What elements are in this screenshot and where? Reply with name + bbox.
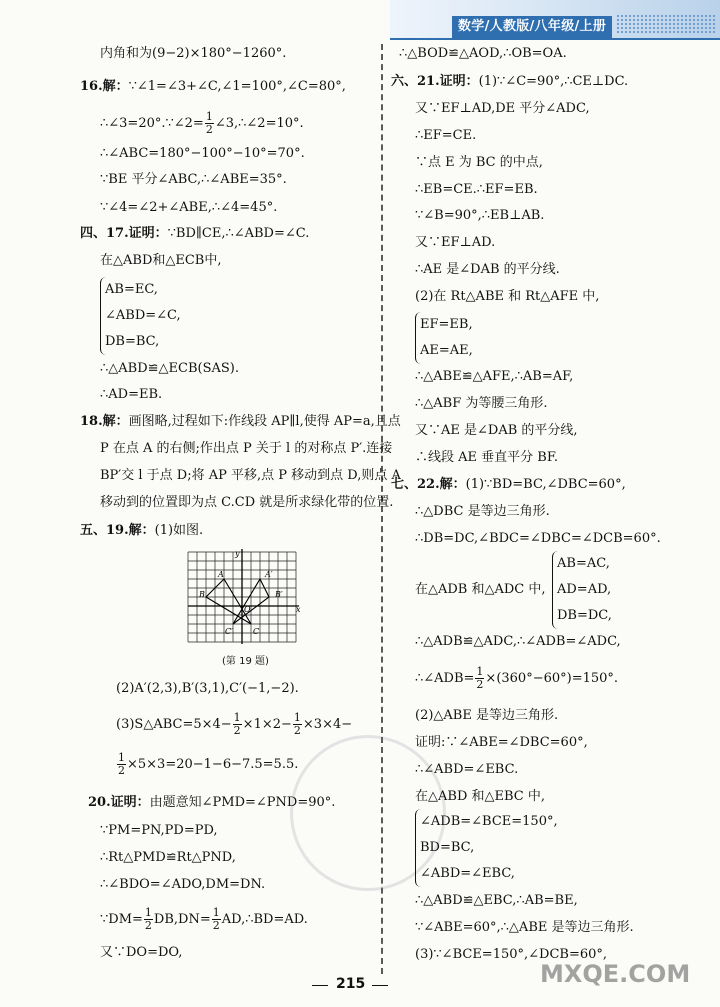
numerator: 1: [205, 110, 213, 123]
label-y: y: [235, 549, 240, 558]
text-line: 由题意知∠PMD=∠PND=90°.: [149, 795, 336, 810]
text-segment: DB,DN=: [153, 912, 211, 927]
figure-caption: (第 19 题): [222, 656, 269, 667]
denominator: 2: [476, 678, 484, 691]
text-line: ∴△ABD≌△EBC,∴AB=BE,: [415, 893, 578, 908]
header-rule: [390, 38, 720, 40]
brace-row: AE=AE,: [420, 343, 473, 358]
text-segment: ×1×2−: [242, 717, 292, 732]
text-line: ∴DB=DC,∠BDC=∠DBC=∠DCB=60°.: [415, 531, 661, 546]
brace-row: BD=BC,: [420, 840, 475, 855]
brace-system: [100, 277, 181, 355]
problem-number: 六、21.证明：: [391, 74, 479, 89]
denominator: 2: [233, 724, 241, 737]
brace-system: [552, 551, 612, 629]
text-segment: ∵DM=: [100, 912, 143, 927]
text-line: ∴线段 AE 垂直平分 BF.: [415, 450, 558, 465]
text-line: (2)△ABE 是等边三角形.: [415, 708, 559, 723]
text-line: ∵点 E 为 BC 的中点,: [415, 155, 543, 170]
text-line: (3)∵∠BCE=150°,∠DCB=60°,: [415, 947, 608, 962]
text-segment: AD,∴BD=AD.: [221, 912, 308, 927]
brace-row: AD=AD,: [557, 582, 612, 597]
label-a-prime: A′: [265, 570, 273, 579]
numerator: 1: [118, 751, 125, 764]
brace-row: AB=AC,: [557, 556, 610, 571]
text-line: ∵BD∥CE,∴∠ABD=∠C.: [167, 226, 310, 241]
label-c-prime: C′: [225, 627, 233, 636]
problem-22: [391, 477, 626, 493]
text-line: 在△ABD和△ECB中,: [100, 253, 222, 268]
fraction-line: [116, 752, 298, 777]
text-line: ∴EB=CE.∴EF=EB.: [415, 182, 538, 197]
problem-20: [88, 795, 335, 811]
label-a: A: [218, 570, 224, 579]
text-segment: ∴∠ADB=: [415, 671, 475, 686]
fraction-half: [293, 712, 302, 737]
text-segment: ∴∠3=20°.∵∠2=: [100, 116, 204, 131]
problem-17: [80, 226, 309, 242]
fraction-line: [415, 666, 618, 691]
header-dot-pattern: [616, 14, 716, 34]
text-line: ∴△ABD≌△ECB(SAS).: [100, 361, 239, 376]
fraction-line: [116, 712, 352, 737]
text-line: ∴EF=CE.: [415, 128, 477, 143]
text-line: (1)∵BD=BC,∠DBC=60°,: [465, 477, 626, 492]
brace-row: EF=EB,: [420, 317, 473, 332]
text-line: ∴△ABE≌△AFE,∴AB=AF,: [415, 369, 574, 384]
label-c: C: [253, 627, 260, 636]
page-number-dash: [372, 985, 388, 986]
text-line: P 在点 A 的右侧;作出点 P 关于 l 的对称点 P′.连接: [100, 441, 393, 456]
text-line: ∴△BOD≌△AOD,∴OB=OA.: [399, 46, 567, 61]
denominator: 2: [118, 764, 125, 777]
brace-row: ∠ABD=∠C,: [105, 308, 181, 323]
triangle-abc: [206, 579, 251, 624]
text-line: 在△ABD 和△EBC 中,: [415, 789, 545, 804]
label-b-prime: B′: [275, 590, 283, 599]
numerator: 1: [212, 906, 220, 919]
brace-system: [415, 312, 473, 364]
fraction-half: [144, 907, 153, 932]
text-line: ∴AD=EB.: [100, 387, 163, 402]
problem-16: [80, 79, 346, 95]
fraction-line: [100, 907, 308, 932]
fraction-half: [205, 111, 214, 136]
text-line: 证明:∵∠ABE=∠DBC=60°,: [415, 735, 588, 750]
problem-number: 20.证明：: [88, 795, 150, 810]
text-line: (2)在 Rt△ABE 和 Rt△AFE 中,: [415, 289, 600, 304]
text-line: BP′交 l 于点 D;将 AP 平移,点 P 移动到点 D,则点 A: [100, 468, 401, 483]
problem-21: [391, 74, 628, 90]
brace-row: DB=BC,: [105, 334, 160, 349]
brace-row: DB=DC,: [557, 608, 612, 623]
text-line: ∵∠B=90°,∴EB⊥AB.: [415, 208, 545, 223]
text-line: ∴△DBC 是等边三角形.: [415, 504, 550, 519]
coordinate-grid-figure: [183, 548, 303, 648]
denominator: 2: [212, 919, 220, 932]
numerator: 1: [476, 665, 484, 678]
fraction-half: [233, 712, 242, 737]
text-line: (2)A′(2,3),B′(3,1),C′(−1,−2).: [116, 681, 299, 696]
text-line: 又∵AE 是∠DAB 的平分线,: [415, 423, 578, 438]
watermark: MXQE.COM: [540, 960, 691, 988]
text-line: 画图略,过程如下:作线段 AP∥l,使得 AP=a,且点: [128, 414, 401, 429]
text-segment: (3)S△ABC=5×4−: [116, 717, 232, 732]
numerator: 1: [144, 906, 152, 919]
text-line: ∴△ADB≌△ADC,∴∠ADB=∠ADC,: [415, 634, 621, 649]
text-line: ∵∠ABE=60°,∴△ABE 是等边三角形.: [415, 920, 634, 935]
text-line: 又∵EF⊥AD,DE 平分∠ADC,: [415, 101, 590, 116]
triangles: [206, 579, 269, 624]
text-line: ∵∠4=∠2+∠ABE,∴∠4=45°.: [100, 200, 278, 215]
denominator: 2: [205, 123, 213, 136]
problem-number: 五、19.解：: [80, 523, 155, 538]
denominator: 2: [293, 724, 301, 737]
header-title: 数学/人教版/八年级/上册: [452, 16, 612, 38]
numerator: 1: [233, 711, 241, 724]
problem-number: 18.解：: [80, 414, 129, 429]
text-line: ∴Rt△PMD≌Rt△PND,: [100, 850, 236, 865]
text-segment: ×(360°−60°)=150°.: [485, 671, 619, 686]
text-line: 又∵EF⊥AD.: [415, 235, 496, 250]
text-segment: ∠3,∴∠2=10°.: [214, 116, 304, 131]
fraction-half: [212, 907, 221, 932]
text-line: (1)如图.: [154, 523, 204, 538]
page-number-dash: [312, 985, 328, 986]
fraction-line: [100, 111, 304, 136]
problem-18: [80, 414, 401, 430]
page-number: 215: [336, 976, 366, 992]
numerator: 1: [293, 711, 301, 724]
text-line: 在△ADB 和△ADC 中,: [415, 582, 546, 597]
fraction-half: [475, 666, 484, 691]
text-segment: ×5×3=20−1−6−7.5=5.5.: [127, 757, 299, 772]
text-line: ∴△ABF 为等腰三角形.: [415, 396, 548, 411]
text-line: ∴AE 是∠DAB 的平分线.: [415, 262, 560, 277]
text-line: 又∵DO=DO,: [100, 945, 183, 960]
label-x: x: [296, 605, 301, 614]
brace-row: AB=EC,: [105, 282, 158, 297]
problem-number: 四、17.证明：: [80, 226, 168, 241]
label-b: B: [199, 590, 205, 599]
problem-number: 16.解：: [80, 79, 129, 94]
brace-row: ∠ABD=∠EBC,: [420, 866, 515, 881]
text-segment: ×3×4−: [302, 717, 353, 732]
text-line: ∵BE 平分∠ABC,∴∠ABE=35°.: [100, 172, 287, 187]
fraction-half: [117, 752, 126, 777]
text-line: ∴∠ABC=180°−100°−10°=70°.: [100, 146, 305, 161]
text-line: 移动到的位置即为点 C.CD 就是所求绿化带的位置.: [100, 495, 394, 510]
label-o: O: [244, 605, 251, 614]
text-line: ∴∠ABD=∠EBC.: [415, 762, 519, 777]
brace-row: ∠ADB=∠BCE=150°,: [420, 814, 558, 829]
text-line: 内角和为(9−2)×180°−1260°.: [100, 46, 287, 61]
text-line: ∴∠BDO=∠ADO,DM=DN.: [100, 877, 266, 892]
text-line: ∵PM=PN,PD=PD,: [100, 823, 218, 838]
text-line: ∵∠1=∠3+∠C,∠1=100°,∠C=80°,: [128, 79, 346, 94]
text-line: (1)∵∠C=90°,∴CE⊥DC.: [478, 74, 629, 89]
brace-system: [415, 809, 558, 887]
denominator: 2: [144, 919, 152, 932]
problem-number: 七、22.解：: [391, 477, 466, 492]
problem-19: [80, 523, 203, 539]
